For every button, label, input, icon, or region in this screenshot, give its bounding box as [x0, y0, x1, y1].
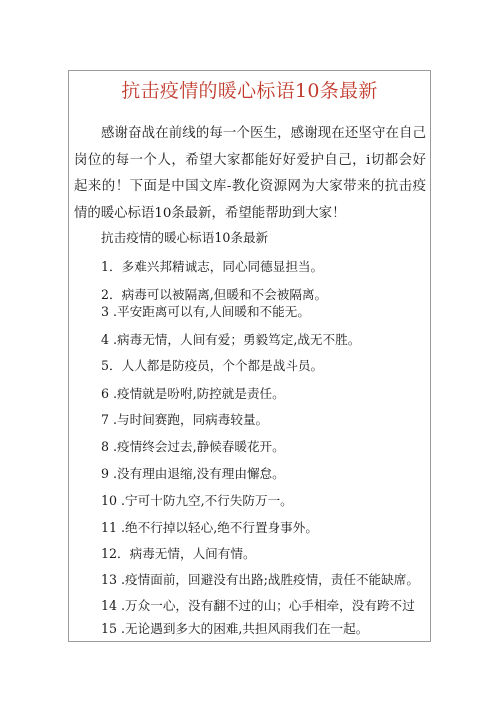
slogan-item-2: 2．病毒可以被隔离,但暖和不会被隔离。 — [101, 287, 328, 302]
slogan-item-14: 14 .万众一心，没有翻不过的山；心手相牵，没有跨不过 — [101, 598, 415, 613]
slogan-item-6: 6 .疫情就是吩咐,防控就是责任。 — [101, 386, 285, 401]
slogan-item-10: 10 .宁可十防九空,不行失防万一。 — [101, 493, 293, 508]
list-subheading: 抗击疫情的暖心标语10条最新 — [101, 230, 269, 245]
slogan-item-8: 8 .疫情终会过去,静候春暖花开。 — [101, 439, 285, 454]
document-title: 抗击疫情的暖心标语10条最新 — [121, 80, 378, 102]
slogan-item-3: 3 .平安距离可以有,人间暖和不能无。 — [101, 304, 310, 319]
slogan-item-7: 7 .与时间赛跑，同病毒较量。 — [101, 412, 269, 427]
slogan-item-4: 4 .病毒无情，人间有爱；勇毅笃定,战无不胜。 — [101, 332, 361, 347]
intro-paragraph: 感谢奋战在前线的每一个医生，感谢现在还坚守在自己岗位的每一个人，希望大家都能好好爱护自己，i切都会好起来的！下面是中国文库-教化资源网为大家带来的抗击疫情的暖心标语10条最新，希望能帮助到大家！ — [74, 126, 426, 221]
slogan-item-5: 5．人人都是防疫员，个个都是战斗员。 — [101, 358, 324, 373]
slogan-item-12: 12．病毒无情，人间有情。 — [101, 546, 256, 561]
slogan-item-9: 9 .没有理由退缩,没有理由懈怠。 — [101, 466, 285, 481]
slogan-item-11: 11 .绝不行掉以轻心,绝不行置身事外。 — [101, 520, 318, 535]
slogan-item-1: 1．多难兴邦精诚志，同心同德显担当。 — [101, 259, 324, 274]
slogan-item-15: 15 .无论遇到多大的困难,共担风雨我们在一起。 — [101, 621, 369, 636]
slogan-item-13: 13 .疫情面前，回避没有出路;战胜疫情，责任不能缺席。 — [101, 572, 419, 587]
